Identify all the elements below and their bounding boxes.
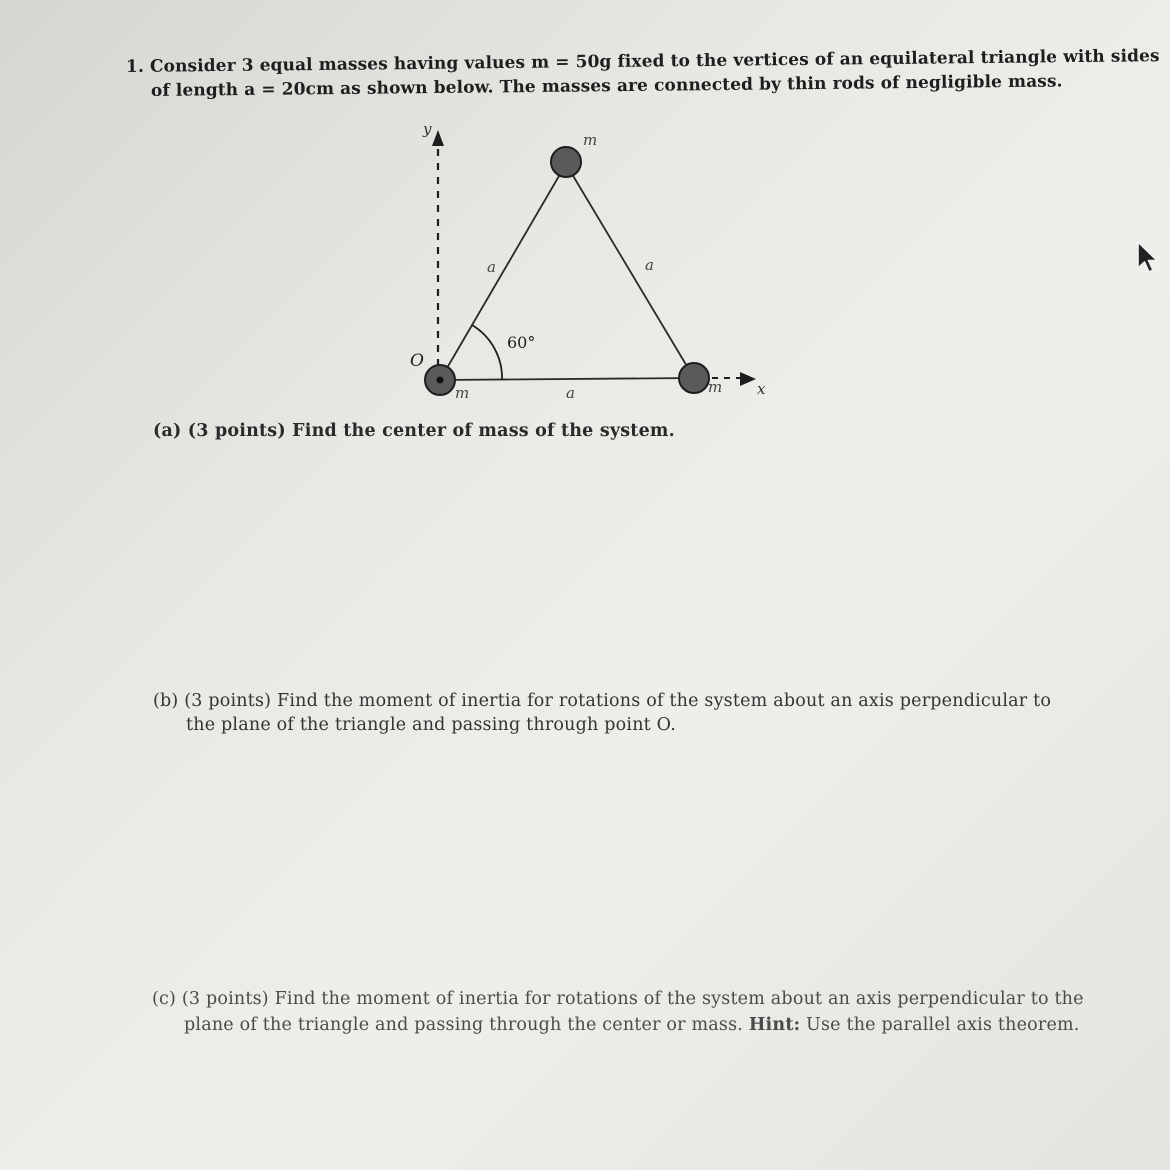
right-mass-label: m — [708, 378, 723, 396]
part-c-label: (c) — [152, 989, 177, 1009]
part-c-hint-text: Use the parallel axis theorem. — [806, 1015, 1080, 1035]
origin-dot — [437, 377, 444, 384]
rod-bottom — [440, 378, 694, 380]
origin-label: O — [410, 351, 424, 371]
y-axis-label: y — [423, 120, 432, 138]
part-c-question-line-2 — [184, 1014, 1080, 1037]
part-b-label: (b) — [153, 691, 179, 711]
top-mass-label: m — [583, 131, 598, 149]
part-c-hint-label: Hint: — [748, 1015, 801, 1035]
x-axis-arrow-icon — [740, 372, 756, 386]
part-c-text-line-2: plane of the triangle and passing through the center or mass. — [184, 1015, 744, 1035]
part-b-text-line-2: the plane of the triangle and passing through point O. — [186, 715, 676, 735]
angle-arc — [472, 325, 502, 380]
part-c-question-line-1 — [152, 988, 1084, 1011]
part-b-text-line-1: Find the moment of inertia for rotations of the system about an axis perpendicular to — [276, 691, 1052, 711]
problem-number: 1. — [125, 56, 145, 77]
mass-right — [679, 363, 709, 393]
part-c-points: (3 points) — [181, 989, 269, 1009]
angle-label: 60° — [507, 333, 536, 352]
x-axis-label: x — [757, 380, 766, 398]
part-c-text-line-1: Find the moment of inertia for rotations of the system about an axis perpendicular to the — [274, 989, 1084, 1009]
rod-right — [566, 164, 694, 378]
problem-text-line-1: Consider 3 equal masses having values m = 50g fixed to the vertices of an equilateral triangle with sides — [149, 46, 1160, 77]
part-b-points: (3 points) — [184, 691, 272, 711]
part-a-label: (a) — [153, 421, 182, 441]
y-axis-arrow-icon — [432, 130, 444, 146]
left-mass-label: m — [455, 384, 470, 402]
part-a-text: Find the center of mass of the system. — [292, 421, 675, 441]
part-a-points: (3 points) — [187, 421, 286, 441]
bottom-side-label: a — [566, 384, 575, 402]
problem-text-line-2: of length a = 20cm as shown below. The masses are connected by thin rods of negligible mass. — [150, 71, 1063, 101]
part-b-question-line-1 — [153, 690, 1051, 713]
part-b-question-line-2 — [186, 714, 676, 737]
part-a-question — [153, 420, 675, 443]
mouse-pointer-icon — [1136, 240, 1162, 278]
mass-top — [551, 147, 581, 177]
left-side-label: a — [487, 258, 496, 276]
right-side-label: a — [645, 256, 654, 274]
rod-left — [440, 164, 566, 380]
